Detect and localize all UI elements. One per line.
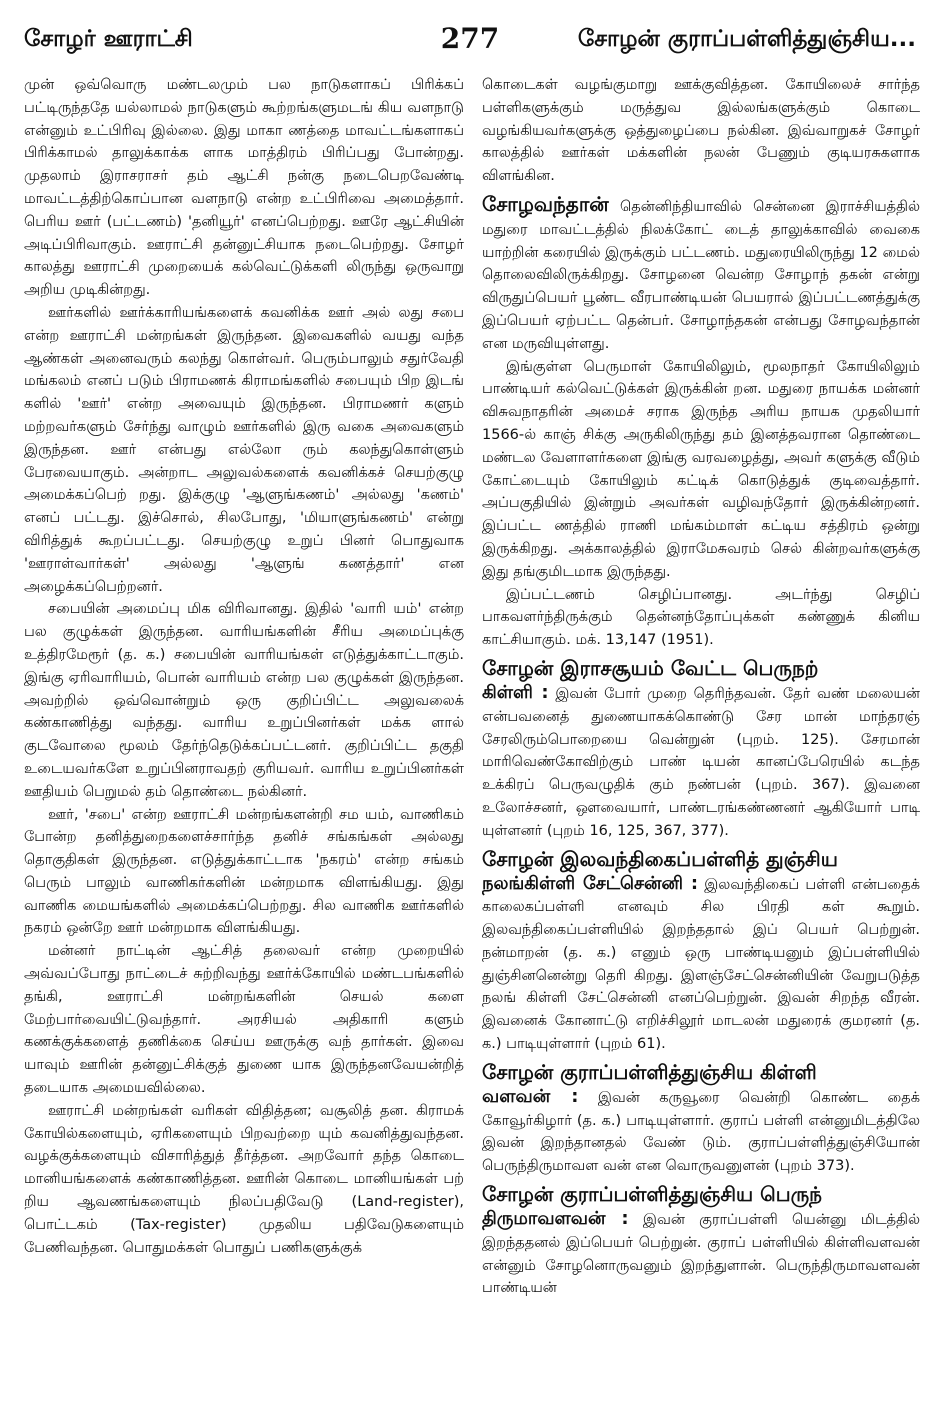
entry-heading-continued: வளவன் : <box>482 1085 579 1107</box>
entry-perunthirumavalavan <box>482 1180 920 1300</box>
entry-heading-continued: நலங்கிள்ளி சேட்சென்னி : <box>482 872 699 894</box>
paragraph: ஊர்களில் ஊர்க்காரியங்களைக் கவனிக்க ஊர் அல் லது சபை என்ற ஊராட்சி மன்றங்கள் இருந்தன. இவைகளில் வயது வந்த ஆண்கள் அனைவரும் கலந்து கொள்வர். பெரும்பாலும் சதுர்வேதி மங்கலம் எனப் படும் பிராமணக் கிராமங்களில் சபையும் பிற இடங் களில் 'ஊர்' என்ற அவையும் இருந்தன. பிராமணர் களும் மற்றவர்களும் சேர்ந்து வாழும் ஊர்களில் இரு வகை அவைகளும் இருந்தன. ஊர் என்பது எல்லோ ரும் கலந்துகொள்ளும் பேரவையாகும். அன்றாட அலுவல்களைக் கவனிக்கச் செயற்குழு அமைக்கப்பெற் றது. இக்குழு 'ஆளுங்கணம்' அல்லது 'கணம்' எனப் பட்டது. இச்சொல், சிலபோது, 'மியாளுங்கணம்' என்று விரித்துக் கூறப்பட்டது. செயற்குழு உறுப் பினர் பொதுவாக 'ஊராள்வார்கள்' அல்லது 'ஆளுங் கணத்தார்' என அழைக்கப்பெற்றனர். <box>24 304 464 595</box>
running-head-right: சோழன் குராப்பள்ளித்துஞ்சிய... <box>577 26 916 52</box>
entry-cholavandan <box>482 190 920 652</box>
entry-heading: சோழவந்தான் <box>482 191 609 216</box>
paragraph: மன்னர் நாட்டின் ஆட்சித் தலைவர் என்ற முறையில் அவ்வப்போது நாட்டைச் சுற்றிவந்து ஊர்க்கோயில் மண்டபங்களில் தங்கி, ஊராட்சி மன்றங்களின் செயல் களை மேற்பார்வையிட்டுவந்தார். அரசியல் அதிகாரி களும் கணக்குக்களைத் தணிக்கை செய்ய ஊருக்கு வந் தார்கள். இவை யாவும் ஊரின் தன்னுட்சிக்குத் துணை யாக இருந்தனவேயன்றித் தடையாக அமையவில்லை. <box>24 943 464 1097</box>
paragraph: ஊராட்சி மன்றங்கள் வரிகள் விதித்தன; வசூலித் தன. கிராமக் கோயில்களையும், ஏரிகளையும் பிறவற்றை யும் கவனித்துவந்தன. வழக்குக்களையும் விசாரித்துத் தீர்த்தன. அறவோர் தந்த கொடை மானியங்களைக் கண்காணித்தன. ஊரின் கொடை மானியங்கள் பற் றிய ஆவணங்களையும் நிலப்பதிவேடு (Land-register), பொட்டகம் (Tax-register) முதலிய பதிவேடுகளையும் பேணிவந்தன. பொதுமக்கள் பொதுப் பணிகளுக்குக் <box>24 1102 464 1256</box>
entry-heading: சோழன் இராசசூயம் வேட்ட பெருநற் <box>482 655 819 680</box>
entry-heading: சோழன் குராப்பள்ளித்துஞ்சிய பெருந் <box>482 1182 822 1207</box>
entry-text <box>482 1208 920 1300</box>
right-column <box>482 74 920 1414</box>
left-column <box>24 74 464 1414</box>
entry-body: தென்னிந்தியாவில் சென்னை இராச்சியத்தில் மதுரை மாவட்டத்தில் நிலக்கோட் டைத் தாலுக்காவில் வைகை யாற்றின் கரையில் இருக்கும் பட்டணம். மதுரையிலிருந்து 12 மைல் தொலைவிலிருக்கிறது. சோழனை வென்ற சோழாந் தகன் என்று விருதுப்பெயர் பூண்ட வீரபாண்டியன் பெயரால் இப்பட்டணத்துக்கு இப்பெயர் ஏற்பட்ட தென்பர். சோழாந்தகன் என்பது சோழவந்தான் என மருவியுள்ளது. <box>482 198 920 352</box>
paragraph: கொடைகள் வழங்குமாறு ஊக்குவித்தன. கோயிலைச் சார்ந்த பள்ளிகளுக்கும் மருத்துவ இல்லங்களுக்கும் கொடை வழங்கியவர்களுக்கு ஒத்துழைப்பை நல்கின. இவ்வாறுகச் சோழர் காலத்தில் ஊர்கள் மக்களின் நலன் பேணும் குடியரசுகளாக விளங்கின. <box>482 77 920 185</box>
entry-body: இவன் போர் முறை தெரிந்தவன். தேர் வண் மலையன் என்பவனைத் துணையாகக்கொண்டு சேர மான் மாந்தரஞ் சேரலிரும்பொறையை வென்றுன் (புறம். 125). சேரமான் மாரிவெண்கோவிற்கும் பாண் டியன் கானப்பேரெயில் கடந்த உக்கிரப் பெருவழுதிக் கும் நண்பன் (புறம். 367). இவனை உலோச்சனர், ஔவையார், பாண்டரங்கண்ணனர் ஆகியோர் பாடி யுள்ளனர் (புறம் 16, 125, 367, 377). <box>482 685 920 839</box>
entry-heading-continued: திருமாவளவன் : <box>482 1208 629 1230</box>
entry-ilavanthigai <box>482 845 920 1056</box>
paragraph: முன் ஒவ்வொரு மண்டலமும் பல நாடுகளாகப் பிரிக்கப் பட்டிருந்ததே யல்லாமல் நாடுகளும் கூற்றங்களுமடங் கிய வளநாடு என்னும் உட்பிரிவு இல்லை. இது மாகா ணத்தை மாவட்டங்களாகப் பிரிக்காமல் தாலுக்காக்க ளாக மாத்திரம் பிரிப்பது போன்றது. முதலாம் இராசராசர் தம் ஆட்சி நன்கு நடைபெறவேண்டி மாவட்டத்திற்கொப்பான வளநாடு என்ற உட்பிரிவை அமைத்தார். பெரிய ஊர் (பட்டணம்) 'தனியூர்' எனப்பெற்றது. ஊரே ஆட்சியின் அடிப்பிரிவாகும். ஊராட்சி தன்னுட்சியாக நடைபெற்றது. சோழர் காலத்து ஊராட்சி முறையைக் கல்வெட்டுக்களி லிருந்து ஒருவாறு அறிய முடிகின்றது. <box>24 77 464 299</box>
paragraph: இங்குள்ள பெருமாள் கோயிலிலும், மூலநாதர் கோயிலிலும் பாண்டியர் கல்வெட்டுக்கள் இருக்கின் றன. மதுரை நாயக்க மன்னர் விசுவநாதரின் அமைச் சராக இருந்த அரிய நாயக முதலியார் 1566-ல் காஞ் சிக்கு அருகிலிருந்து தம் இனத்தவரான தொண்டை மண்டல வேளாளர்களை இங்கு வரவழைத்து, அவர் களுக்கு வீடும் கோட்டையும் கோயிலும் கட்டிக் கொடுத்துக் குடிவைத்தார். அப்பகுதியில் இன்றும் அவர்கள் வழிவந்தோர் இருக்கின்றனர். இப்பட்ட ணத்தில் ராணி மங்கம்மாள் கட்டிய சத்திரம் ஒன்று இருக்கிறது. அக்காலத்தில் இராமேசுவரம் செல் கின்றவர்களுக்கு இது தங்குமிடமாக இருந்தது. <box>482 358 920 580</box>
page-header <box>24 22 916 62</box>
entry-text <box>482 1086 920 1178</box>
paragraph: ஊர், 'சபை' என்ற ஊராட்சி மன்றங்களன்றி சம யம், வாணிகம் போன்ற தனித்துறைகளைச்சார்ந்த தனிச் சங்கங்கள் அல்லது தொகுதிகள் இருந்தன. எடுத்துக்காட்டாக 'நகரம்' என்ற சங்கம் பெரும் பாலும் வாணிகர்களின் மன்றமாக விளங்கியது. இது வாணிக மையங்களில் அமைக்கப்பெற்றது. சில வாணிக ஊர்களில் நகரம் ஒன்றே ஊர் மன்றமாக விளங்கியது. <box>24 806 464 937</box>
page-number: 277 <box>440 22 500 55</box>
entry-heading: சோழன் குராப்பள்ளித்துஞ்சிய கிள்ளி <box>482 1059 817 1084</box>
entry-body: இவன் கருவூரை வென்றி கொண்ட தைக் கோவூர்கிழார் (த. க.) பாடியுள்ளார். குராப் பள்ளி என்னுமிடத்திலே இவன் இறந்தானதல் வேண் டும். குராப்பள்ளித்துஞ்சியோன் பெருந்திருமாவள வன் என வொருவனுளன் (புறம் 373). <box>482 1089 920 1175</box>
paragraph: சபையின் அமைப்பு மிக விரிவானது. இதில் 'வாரி யம்' என்ற பல குழுக்கள் இருந்தன. வாரியங்களின் சீரிய அமைப்புக்கு உத்திரமேரூர் (த. க.) சபையின் வாரியங்கள் எடுத்துக்காட்டாகும். இங்கு ஏரிவாரியம், பொன் வாரியம் என்ற பல குழுக்கள் இருந்தன. அவற்றில் ஒவ்வொன்றும் ஒரு குறிப்பிட்ட அலுவலைக் கண்காணித்து வந்தது. வாரிய உறுப்பினர்கள் மக்க ளால் குடவோலை மூலம் தேர்ந்தெடுக்கப்பட்டனர். குறிப்பிட்ட தகுதி உடையவர்களே உறுப்பினராவதற் குரியவர். வாரிய உறுப்பினர்கள் ஊதியம் பெறுமல் தம் தொண்டை நல்கினர். <box>24 601 464 800</box>
paragraph: இப்பட்டணம் செழிப்பானது. அடர்ந்து செழிப் பாகவளர்ந்திருக்கும் தென்னந்தோப்புக்கள் கண்ணுக் கினிய காட்சியாகும். மக். 13,147 (1951). <box>482 586 920 649</box>
entry-text <box>482 873 920 1056</box>
entry-text <box>482 682 920 843</box>
entry-kurappalli-valavan <box>482 1058 920 1178</box>
entry-heading: சோழன் இலவந்திகைப்பள்ளித் துஞ்சிய <box>482 846 838 871</box>
entry-heading-continued: கிள்ளி : <box>482 681 549 703</box>
entry-body: இலவந்திகைப் பள்ளி என்பதைக் காலைகப்பள்ளி எனவும் சில பிரதி கள் கூறும். இலவந்திகைப்பள்ளியில் இறந்ததால் இப் பெயர் பெற்றுன். நன்மாறன் (த. க.) எனும் ஒரு பாண்டியனும் இப்பள்ளியில் துஞ்சினனென்று தெரி கிறது. இளஞ்சேட்சென்னியின் வேறுபடுத்த நலங் கிள்ளி சேட்சென்னி எனப்பெற்றுன். இவன் சிறந்த வீரன். இவனைக் கோனாட்டு எறிச்சிலூர் மாடலன் மதுரைக் குமரனர் (த. க.) பாடியுள்ளார் (புறம் 61). <box>482 876 920 1053</box>
entry-body: இவன் குராப்பள்ளி யென்னு மிடத்தில் இறந்ததனல் இப்பெயர் பெற்றுன். குராப் பள்ளியில் கிள்ளிவளவன் என்னும் சோழனொருவனும் இறந்துளான். பெருந்திருமாவளவன் பாண்டியன் <box>482 1212 920 1297</box>
entry-rajasuyam <box>482 654 920 843</box>
running-head-left: சோழர் ஊராட்சி <box>24 26 193 52</box>
entry-text <box>482 190 920 356</box>
